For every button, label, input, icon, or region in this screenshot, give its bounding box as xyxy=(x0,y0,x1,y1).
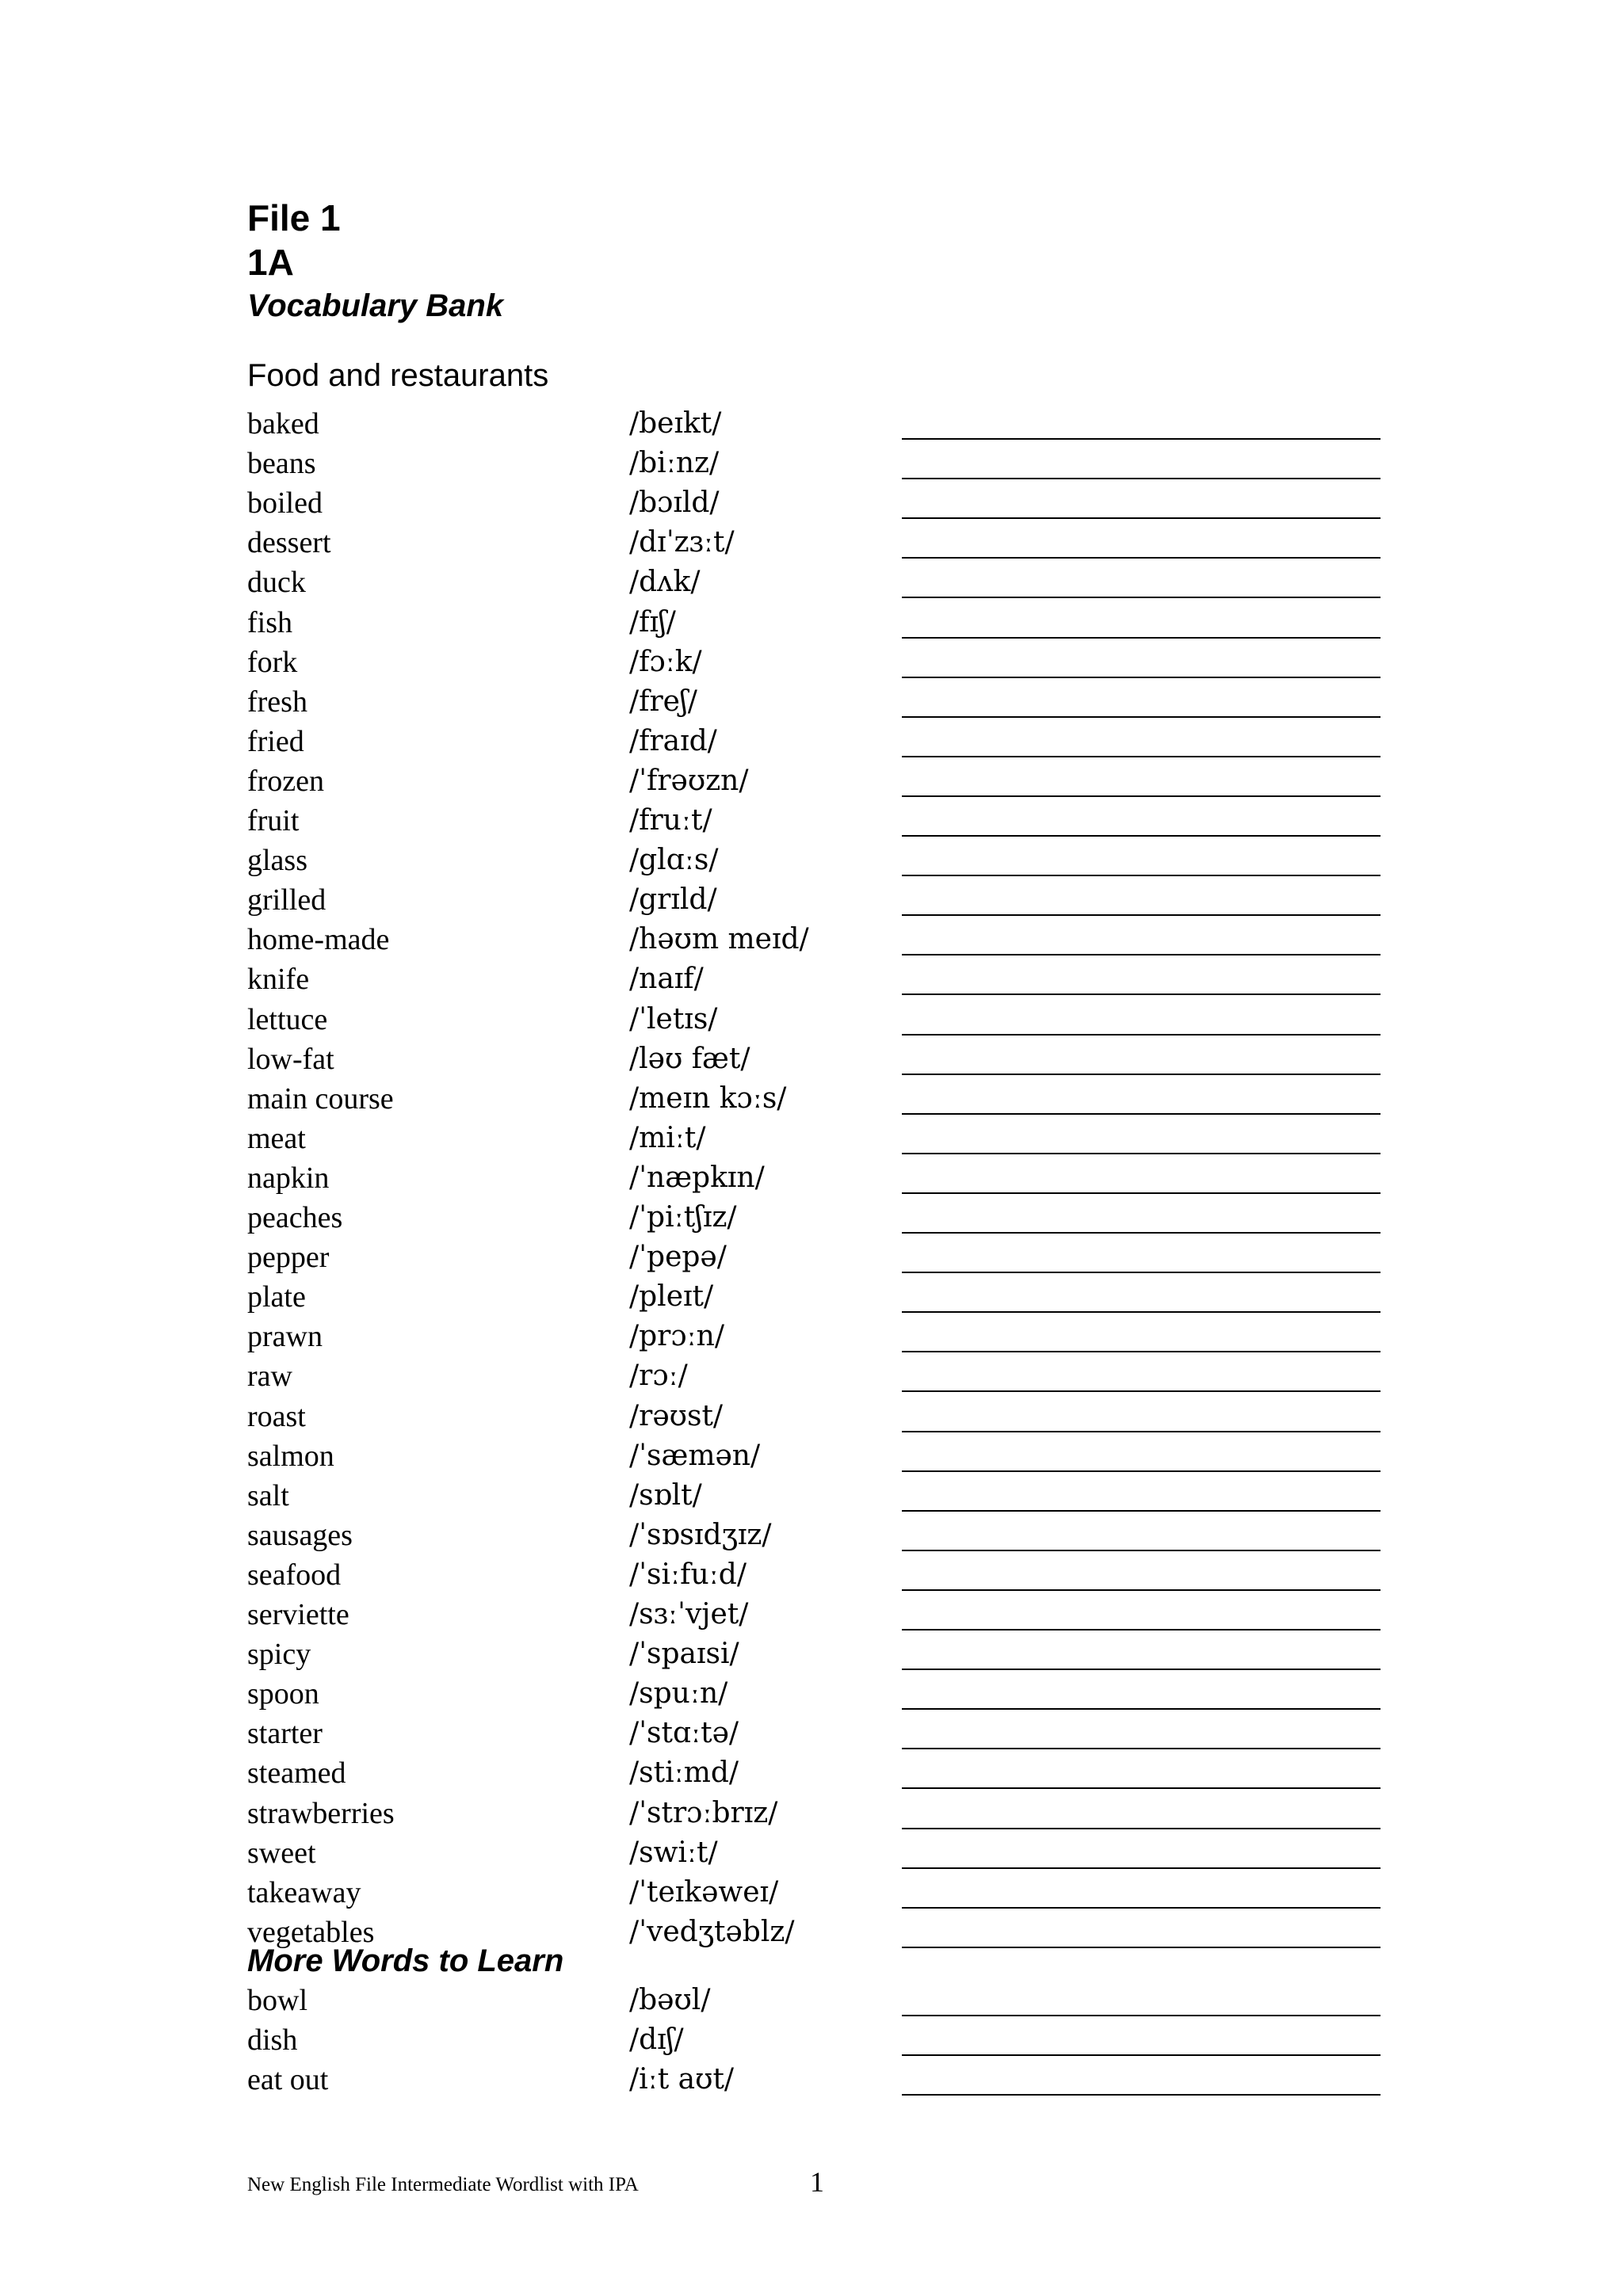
word-term: napkin xyxy=(247,1161,330,1195)
word-term: salmon xyxy=(247,1439,334,1473)
word-term: bowl xyxy=(247,1984,307,2017)
answer-blank-line[interactable] xyxy=(902,677,1381,678)
word-term: plate xyxy=(247,1280,306,1314)
word-row xyxy=(0,841,1623,880)
word-pronunciation: /fraɪd/ xyxy=(629,724,717,757)
answer-blank-line[interactable] xyxy=(902,637,1381,639)
word-row xyxy=(0,483,1623,523)
word-term: spicy xyxy=(247,1638,311,1672)
unit-heading: 1A xyxy=(247,242,294,283)
word-term: pepper xyxy=(247,1241,330,1275)
word-pronunciation: /ˈstɑːtə/ xyxy=(629,1717,739,1750)
word-pronunciation: /ˈpepə/ xyxy=(629,1241,727,1274)
word-pronunciation: /bəʊl/ xyxy=(629,1984,711,2016)
word-term: lettuce xyxy=(247,1002,328,1036)
word-row xyxy=(0,603,1623,643)
word-pronunciation: /ˈpiːtʃɪz/ xyxy=(629,1201,737,1234)
word-row xyxy=(0,1119,1623,1158)
word-pronunciation: /sɒlt/ xyxy=(629,1478,702,1512)
word-row xyxy=(0,1873,1623,1913)
answer-blank-line[interactable] xyxy=(902,2054,1381,2056)
word-row xyxy=(0,643,1623,682)
footer-text: New English File Intermediate Wordlist with IPA xyxy=(247,2174,639,2195)
word-row xyxy=(0,404,1623,444)
word-pronunciation: /ˈsiːfuːd/ xyxy=(629,1558,747,1591)
answer-blank-line[interactable] xyxy=(902,756,1381,757)
answer-blank-line[interactable] xyxy=(902,438,1381,440)
word-term: meat xyxy=(247,1121,306,1155)
word-row xyxy=(0,1436,1623,1476)
word-row xyxy=(0,1794,1623,1833)
word-row xyxy=(0,2060,1623,2100)
word-pronunciation: /fɔːk/ xyxy=(629,645,702,678)
answer-blank-line[interactable] xyxy=(902,1589,1381,1591)
word-pronunciation: /ləʊ fæt/ xyxy=(629,1042,750,1075)
answer-blank-line[interactable] xyxy=(902,1470,1381,1472)
word-pronunciation: /freʃ/ xyxy=(629,685,697,718)
word-term: sausages xyxy=(247,1518,353,1552)
word-pronunciation: /ˈspaɪsi/ xyxy=(629,1638,739,1671)
word-term: beans xyxy=(247,447,316,481)
word-pronunciation: /meɪn kɔːs/ xyxy=(629,1081,787,1115)
answer-blank-line[interactable] xyxy=(902,875,1381,876)
word-row xyxy=(0,1198,1623,1238)
word-pronunciation: /pleɪt/ xyxy=(629,1280,714,1314)
word-pronunciation: /dɪʃ/ xyxy=(629,2023,684,2056)
answer-blank-line[interactable] xyxy=(902,1034,1381,1035)
word-pronunciation: /biːnz/ xyxy=(629,447,720,480)
word-term: fruit xyxy=(247,804,300,837)
word-pronunciation: /miːt/ xyxy=(629,1121,706,1154)
word-term: seafood xyxy=(247,1558,342,1592)
word-pronunciation: /bɔɪld/ xyxy=(629,486,720,520)
word-term: prawn xyxy=(247,1320,323,1354)
word-term: steamed xyxy=(247,1756,346,1791)
word-row xyxy=(0,1555,1623,1595)
word-row xyxy=(0,563,1623,602)
word-term: takeaway xyxy=(247,1875,361,1909)
word-pronunciation: /stiːmd/ xyxy=(629,1756,739,1790)
word-term: strawberries xyxy=(247,1796,395,1830)
word-term: eat out xyxy=(247,2063,329,2096)
word-pronunciation: /ˈsɒsɪdʒɪz/ xyxy=(629,1518,772,1551)
answer-blank-line[interactable] xyxy=(902,1351,1381,1352)
word-pronunciation: /fɪʃ/ xyxy=(629,605,676,639)
answer-blank-line[interactable] xyxy=(902,1390,1381,1392)
word-row xyxy=(0,1317,1623,1356)
word-pronunciation: /ˈsæmən/ xyxy=(629,1439,761,1472)
word-row xyxy=(0,1595,1623,1634)
answer-blank-line[interactable] xyxy=(902,954,1381,955)
word-pronunciation: /prɔːn/ xyxy=(629,1320,724,1353)
word-pronunciation: /grɪld/ xyxy=(629,883,717,917)
word-pronunciation: /rəʊst/ xyxy=(629,1399,724,1432)
word-term: low-fat xyxy=(247,1042,334,1076)
word-pronunciation: /naɪf/ xyxy=(629,963,704,996)
word-pronunciation: /sɜːˈvjet/ xyxy=(629,1598,749,1630)
word-term: dessert xyxy=(247,526,331,560)
page-number: 1 xyxy=(810,2166,824,2198)
word-pronunciation: /ˈnæpkɪn/ xyxy=(629,1161,765,1194)
word-row xyxy=(0,880,1623,920)
answer-blank-line[interactable] xyxy=(902,1153,1381,1154)
answer-blank-line[interactable] xyxy=(902,994,1381,995)
answer-blank-line[interactable] xyxy=(902,795,1381,797)
word-row xyxy=(0,1753,1623,1793)
word-row xyxy=(0,523,1623,563)
word-row xyxy=(0,801,1623,841)
word-term: fresh xyxy=(247,685,307,719)
word-row xyxy=(0,1079,1623,1119)
answer-blank-line[interactable] xyxy=(902,1907,1381,1909)
answer-blank-line[interactable] xyxy=(902,2094,1381,2096)
word-term: roast xyxy=(247,1399,306,1433)
word-row xyxy=(0,1833,1623,1873)
word-row xyxy=(0,444,1623,483)
word-row xyxy=(0,1158,1623,1198)
answer-blank-line[interactable] xyxy=(902,1510,1381,1512)
answer-blank-line[interactable] xyxy=(902,517,1381,519)
word-term: duck xyxy=(247,566,306,600)
answer-blank-line[interactable] xyxy=(902,1232,1381,1234)
answer-blank-line[interactable] xyxy=(902,1669,1381,1670)
word-pronunciation: /ˈletɪs/ xyxy=(629,1002,718,1035)
word-term: fried xyxy=(247,724,304,758)
word-term: fish xyxy=(247,605,292,639)
word-pronunciation: /ˈvedʒtəblz/ xyxy=(629,1915,795,1948)
word-term: spoon xyxy=(247,1677,319,1711)
answer-blank-line[interactable] xyxy=(902,1550,1381,1551)
word-term: sweet xyxy=(247,1836,316,1870)
word-term: raw xyxy=(247,1360,292,1394)
answer-blank-line[interactable] xyxy=(902,478,1381,479)
word-term: grilled xyxy=(247,883,327,917)
word-row xyxy=(0,1913,1623,1952)
word-pronunciation: /fruːt/ xyxy=(629,804,712,837)
word-row xyxy=(0,1516,1623,1555)
word-term: dish xyxy=(247,2023,298,2057)
word-term: knife xyxy=(247,963,310,997)
word-term: serviette xyxy=(247,1598,349,1631)
word-pronunciation: /rɔː/ xyxy=(629,1360,688,1393)
answer-blank-line[interactable] xyxy=(902,914,1381,916)
vocabulary-bank-heading: Vocabulary Bank xyxy=(247,288,504,323)
answer-blank-line[interactable] xyxy=(902,557,1381,559)
word-pronunciation: /swiːt/ xyxy=(629,1836,718,1869)
word-term: fork xyxy=(247,645,298,679)
word-row xyxy=(0,1674,1623,1714)
word-row xyxy=(0,682,1623,722)
answer-blank-line[interactable] xyxy=(902,1074,1381,1075)
word-row xyxy=(0,1714,1623,1753)
word-row xyxy=(0,1238,1623,1277)
word-term: home-made xyxy=(247,923,390,957)
word-pronunciation: /ˈstrɔːbrɪz/ xyxy=(629,1796,778,1829)
more-words-heading: More Words to Learn xyxy=(247,1943,564,1978)
word-pronunciation: /həʊm meɪd/ xyxy=(629,923,809,956)
word-row xyxy=(0,1634,1623,1674)
answer-blank-line[interactable] xyxy=(902,1947,1381,1948)
word-pronunciation: /ˈfrəʊzn/ xyxy=(629,764,749,797)
word-row xyxy=(0,1397,1623,1436)
answer-blank-line[interactable] xyxy=(902,1431,1381,1432)
answer-blank-line[interactable] xyxy=(902,597,1381,598)
word-term: starter xyxy=(247,1717,323,1751)
answer-blank-line[interactable] xyxy=(902,1192,1381,1194)
answer-blank-line[interactable] xyxy=(902,1311,1381,1313)
word-pronunciation: /glɑːs/ xyxy=(629,844,719,877)
answer-blank-line[interactable] xyxy=(902,1272,1381,1273)
word-row xyxy=(0,959,1623,999)
word-pronunciation: /spuːn/ xyxy=(629,1677,728,1711)
word-row xyxy=(0,1277,1623,1317)
answer-blank-line[interactable] xyxy=(902,1828,1381,1829)
word-pronunciation: /beɪkt/ xyxy=(629,407,722,440)
word-row xyxy=(0,1039,1623,1079)
word-pronunciation: /ˈteɪkəweɪ/ xyxy=(629,1875,779,1909)
answer-blank-line[interactable] xyxy=(902,1867,1381,1869)
word-pronunciation: /dɪˈzɜːt/ xyxy=(629,526,735,559)
word-row xyxy=(0,1476,1623,1516)
word-row xyxy=(0,1000,1623,1039)
word-pronunciation: /dʌk/ xyxy=(629,566,701,599)
word-term: baked xyxy=(247,407,319,441)
word-term: main course xyxy=(247,1081,394,1116)
section-title: Food and restaurants xyxy=(247,358,549,393)
word-row xyxy=(0,1981,1623,2020)
word-pronunciation: /iːt aʊt/ xyxy=(629,2063,735,2096)
answer-blank-line[interactable] xyxy=(902,835,1381,837)
answer-blank-line[interactable] xyxy=(902,716,1381,718)
word-term: boiled xyxy=(247,486,323,521)
word-term: frozen xyxy=(247,764,325,798)
word-term: salt xyxy=(247,1478,289,1512)
answer-blank-line[interactable] xyxy=(902,1748,1381,1749)
word-row xyxy=(0,2020,1623,2060)
answer-blank-line[interactable] xyxy=(902,2015,1381,2016)
file-heading: File 1 xyxy=(247,197,341,238)
answer-blank-line[interactable] xyxy=(902,1113,1381,1115)
word-row xyxy=(0,722,1623,761)
word-row xyxy=(0,761,1623,801)
word-row xyxy=(0,1356,1623,1396)
word-term: peaches xyxy=(247,1201,343,1234)
answer-blank-line[interactable] xyxy=(902,1629,1381,1630)
word-term: vegetables xyxy=(247,1915,375,1949)
answer-blank-line[interactable] xyxy=(902,1708,1381,1710)
answer-blank-line[interactable] xyxy=(902,1787,1381,1789)
word-term: glass xyxy=(247,844,307,878)
word-row xyxy=(0,920,1623,959)
